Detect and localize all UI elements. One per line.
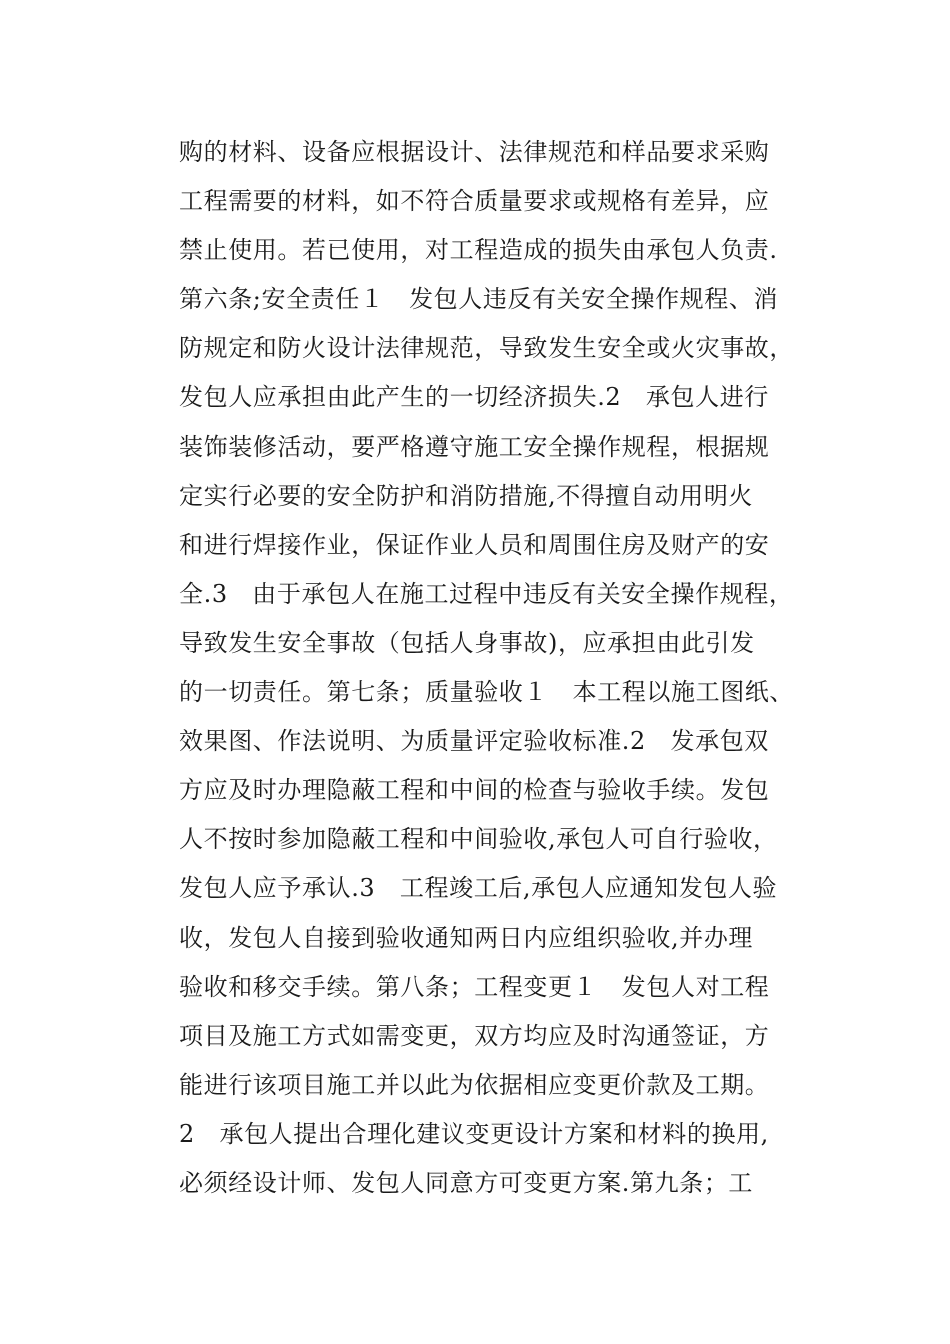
text-line-11: 导致发生安全事故（包括人身事故)，应承担由此引发	[179, 628, 755, 657]
text-line-19: 项目及施工方式如需变更，双方均应及时沟通签证，方	[179, 1021, 770, 1050]
text-line-7: 装饰装修活动，要严格遵守施工安全操作规程，根据规	[179, 432, 770, 461]
text-line-15: 人不按时参加隐蔽工程和中间验收,承包人可自行验收，	[179, 825, 778, 854]
text-line-12: 的一切责任。第七条；质量验收１ 本工程以施工图纸、	[179, 678, 794, 707]
text-line-6: 发包人应承担由此产生的一切经济损失.2 承包人进行	[179, 383, 769, 412]
text-line-1: 购的材料、设备应根据设计、法律规范和样品要求采购	[179, 138, 770, 166]
text-line-14: 方应及时办理隐蔽工程和中间的检查与验收手续。发包	[179, 776, 770, 805]
text-line-4: 第六条;安全责任１ 发包人违反有关安全操作规程、消	[179, 285, 779, 314]
text-line-16: 发包人应予承认.3 工程竣工后,承包人应通知发包人验	[179, 874, 778, 903]
text-line-13: 效果图、作法说明、为质量评定验收标准.2 发承包双	[179, 727, 769, 756]
text-line-2: 工程需要的材料，如不符合质量要求或规格有差异，应	[179, 187, 770, 216]
text-line-18: 验收和移交手续。第八条；工程变更１ 发包人对工程	[179, 972, 770, 1001]
text-line-22: 必须经设计师、发包人同意方可变更方案.第九条；工	[179, 1168, 754, 1197]
text-line-5: 防规定和防火设计法律规范，导致发生安全或火灾事故，	[179, 334, 794, 363]
text-line-9: 和进行焊接作业，保证作业人员和周围住房及财产的安	[179, 530, 770, 559]
contract-text-body	[179, 128, 799, 1208]
text-line-20: 能进行该项目施工并以此为依据相应变更价款及工期。	[179, 1070, 770, 1099]
text-line-21: 2 承包人提出合理化建议变更设计方案和材料的换用,	[179, 1119, 769, 1148]
text-line-10: 全.3 由于承包人在施工过程中违反有关安全操作规程，	[179, 579, 794, 608]
text-line-3: 禁止使用。若已使用，对工程造成的损失由承包人负责.	[179, 236, 778, 265]
text-line-17: 收，发包人自接到验收通知两日内应组织验收,并办理	[179, 923, 754, 952]
text-line-8: 定实行必要的安全防护和消防措施,不得擅自动用明火	[179, 481, 754, 510]
